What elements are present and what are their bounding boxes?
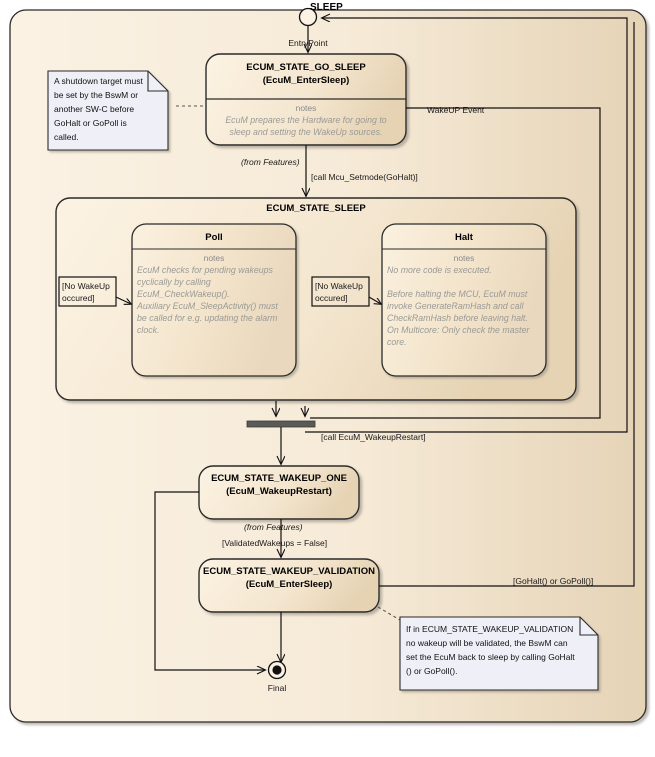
guard-line: occured] xyxy=(62,293,95,303)
transition-from-features-label: (from Features) xyxy=(241,157,300,167)
notes-line: Before halting the MCU, EcuM must xyxy=(387,289,528,299)
notes-line: clock. xyxy=(137,325,160,335)
note-line: called. xyxy=(54,132,79,142)
notes-line: CheckRamHash before leaving halt. xyxy=(387,313,528,323)
diagram-title: SLEEP xyxy=(310,2,343,13)
notes-line: On Multicore: Only check the master xyxy=(387,325,530,335)
notes-line: EcuM checks for pending wakeups xyxy=(137,265,273,275)
transition-wakeup-event-label: WakeUP Event xyxy=(427,105,485,115)
note-line: () or GoPoll(). xyxy=(406,666,458,676)
state-operation: (EcuM_WakeupRestart) xyxy=(226,486,332,497)
notes-line: sleep and setting the WakeUp sources. xyxy=(229,127,383,137)
note-line: be set by the BswM or xyxy=(54,90,139,100)
notes-header: notes xyxy=(295,103,317,113)
entry-point-label: EntryPoint xyxy=(288,38,328,48)
notes-line: core. xyxy=(387,337,407,347)
transition-call-mcu-setmode-label: [call Mcu_Setmode(GoHalt)] xyxy=(311,172,418,182)
guard-line: occured] xyxy=(315,293,348,303)
notes-line: EcuM prepares the Hardware for going to xyxy=(225,115,387,125)
notes-line: invoke GenerateRamHash and call xyxy=(387,301,524,311)
state-operation: (EcuM_EnterSleep) xyxy=(262,75,350,86)
state-operation: (EcuM_EnterSleep) xyxy=(245,579,333,590)
state-name: Poll xyxy=(205,232,223,243)
notes-line: Auxiliary EcuM_SleepActivity() must xyxy=(137,301,278,311)
guard-line: [No WakeUp xyxy=(315,281,363,291)
state-name: ECUM_STATE_GO_SLEEP xyxy=(246,62,366,73)
note-line: set the EcuM back to sleep by calling GoHalt xyxy=(406,652,575,662)
note-line: no wakeup will be validated, the BswM can xyxy=(406,638,568,648)
transition-gohalt-gopoll-label: [GoHalt() or GoPoll()] xyxy=(513,576,594,586)
note-line: GoHalt or GoPoll is xyxy=(54,118,127,128)
notes-line: EcuM_CheckWakeup(). xyxy=(137,289,230,299)
state-name: ECUM_STATE_WAKEUP_VALIDATION xyxy=(203,566,375,577)
transition-validated-wakeups-label: [ValidatedWakeups = False] xyxy=(222,538,328,548)
notes-header: notes xyxy=(203,253,225,263)
note-line: A shutdown target must xyxy=(54,76,143,86)
notes-header: notes xyxy=(453,253,475,263)
note-line: If in ECUM_STATE_WAKEUP_VALIDATION xyxy=(406,624,574,634)
notes-line: be called for e.g. updating the alarm xyxy=(137,313,278,323)
state-ecum-state-sleep-name: ECUM_STATE_SLEEP xyxy=(266,203,366,214)
guard-line: [No WakeUp xyxy=(62,281,110,291)
notes-line: cyclically by calling xyxy=(137,277,211,287)
final-state-label: Final xyxy=(267,683,287,693)
state-name: Halt xyxy=(455,232,473,243)
note-line: another SW-C before xyxy=(54,104,135,114)
transition-call-ecum-wakeuprestart-label: [call EcuM_WakeupRestart] xyxy=(321,432,426,442)
transition-from-features-label-2: (from Features) xyxy=(244,522,303,532)
notes-line: No more code is executed. xyxy=(387,265,492,275)
state-name: ECUM_STATE_WAKEUP_ONE xyxy=(211,473,347,484)
